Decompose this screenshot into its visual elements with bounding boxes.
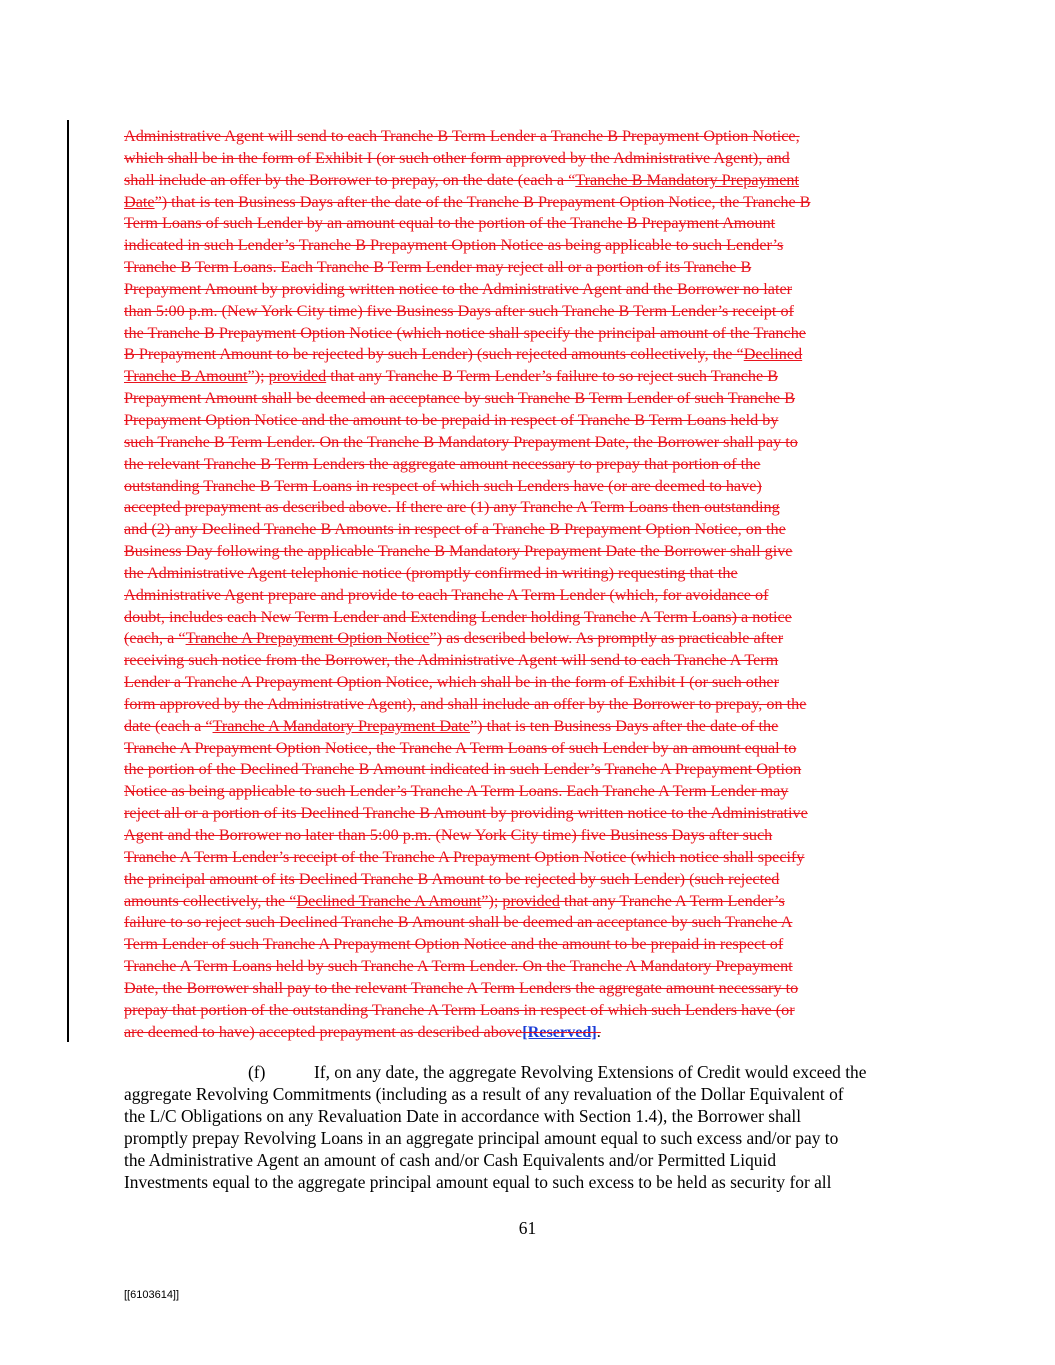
defined-term: Tranche B Mandatory Prepayment: [575, 170, 799, 189]
deleted-line: failure to so reject such Declined Tranche B Amount shall be deemed an acceptance by such Tranche A: [124, 913, 793, 932]
deleted-line: indicated in such Lender’s Tranche B Prepayment Option Notice as being applicable to such Lender’s: [124, 236, 784, 255]
defined-term: Date: [124, 192, 155, 211]
change-bar: [67, 120, 69, 1042]
deleted-line: Lender a Tranche A Prepayment Option Notice, which shall be in the form of Exhibit I (or such other: [124, 673, 779, 692]
deleted-line: doubt, includes each New Term Lender and Extending Lender holding Tranche A Term Loans) a notice: [124, 607, 792, 626]
deleted-line: Term Lender of such Tranche A Prepayment Option Notice and the amount to be prepaid in respect of: [124, 935, 784, 954]
deleted-line: Tranche A Term Lender’s receipt of the Tranche A Prepayment Option Notice (which notice shall specify: [124, 847, 805, 866]
defined-term: Tranche B Amount: [124, 367, 248, 386]
deleted-line: Date, the Borrower shall pay to the relevant Tranche A Term Lenders the aggregate amount necessary to: [124, 978, 799, 997]
deleted-line: Business Day following the applicable Tranche B Mandatory Prepayment Date the Borrower shall give: [124, 542, 793, 561]
proviso-term: provided: [502, 891, 560, 910]
deleted-line: Tranche B Amount”); provided that any Tranche B Term Lender’s failure to so reject such Tranche B: [124, 367, 779, 386]
defined-term: Tranche A Prepayment Option Notice: [185, 629, 430, 648]
proviso-term: provided: [268, 367, 327, 386]
deleted-line: form approved by the Administrative Agent), and shall include an offer by the Borrower to prepay, on the: [124, 694, 807, 713]
deleted-line: outstanding Tranche B Term Loans in respect of which such Lenders have (or are deemed to have): [124, 476, 762, 495]
deleted-line: which shall be in the form of Exhibit I (or such other form approved by the Administrative Agent), and: [124, 148, 790, 167]
paragraph-line: (f) If, on any date, the aggregate Revolving Extensions of Credit would exceed the: [248, 1062, 867, 1082]
deleted-line: the principal amount of its Declined Tranche B Amount to be rejected by such Lender) (such rejected: [124, 869, 780, 888]
deleted-line: Administrative Agent prepare and provide to each Tranche A Term Lender (which, for avoidance of: [124, 585, 769, 604]
deleted-line: Tranche A Term Loans held by such Tranche A Term Lender. On the Tranche A Mandatory Prepayment: [124, 957, 793, 976]
deleted-line: receiving such notice from the Borrower, the Administrative Agent will send to each Tranche A Term: [124, 651, 779, 670]
deleted-text-block: [124, 126, 944, 1043]
paragraph-f: [124, 1062, 944, 1193]
deleted-line: the relevant Tranche B Term Lenders the aggregate amount necessary to prepay that portion of the: [124, 454, 761, 473]
deleted-line: accepted prepayment as described above. If there are (1) any Tranche A Term Loans then outstanding: [124, 498, 780, 517]
deleted-line: the Tranche B Prepayment Option Notice (which notice shall specify the principal amount of the Tranche: [124, 323, 806, 342]
deleted-line: date (each a “Tranche A Mandatory Prepayment Date”) that is ten Business Days after the date of the: [124, 716, 779, 735]
deleted-line: Prepayment Amount by providing written notice to the Administrative Agent and the Borrower no later: [124, 279, 793, 298]
deleted-line: Tranche B Term Loans. Each Tranche B Term Lender may reject all or a portion of its Tranche B: [124, 258, 752, 277]
deleted-line: prepay that portion of the outstanding Tranche A Term Loans in respect of which such Lenders have (or: [124, 1000, 795, 1019]
paragraph-label: (f): [248, 1062, 266, 1082]
deleted-line: are deemed to have) accepted prepayment as described above[Reserved].: [124, 1022, 601, 1041]
deleted-line: Agent and the Borrower no later than 5:00 p.m. (New York City time) five Business Days after such: [124, 826, 773, 844]
document-id: [[6103614]]: [124, 1289, 180, 1301]
deleted-line: than 5:00 p.m. (New York City time) five Business Days after such Tranche B Term Lender’s receipt of: [124, 301, 794, 320]
paragraph-line: aggregate Revolving Commitments (including as a result of any revaluation of the Dollar Equivalent of: [124, 1083, 844, 1104]
paragraph-line: the L/C Obligations on any Revaluation Date in accordance with Section 1.4), the Borrower shall: [124, 1105, 802, 1126]
deleted-line: and (2) any Declined Tranche B Amounts in respect of a Tranche B Prepayment Option Notice, on the: [124, 520, 786, 539]
paragraph-line: the Administrative Agent an amount of cash and/or Cash Equivalents and/or Permitted Liquid: [124, 1149, 777, 1170]
deleted-line: the portion of the Declined Tranche B Amount indicated in such Lender’s Tranche A Prepayment Option: [124, 760, 802, 779]
deleted-line: (each, a “Tranche A Prepayment Option Notice”) as described below. As promptly as practicable after: [124, 629, 784, 648]
deleted-line: B Prepayment Amount to be rejected by such Lender) (such rejected amounts collectively, the “Declined: [124, 345, 803, 364]
deleted-line: Prepayment Amount shall be deemed an acceptance by such Tranche B Term Lender of such Tranche B: [124, 389, 796, 408]
paragraph-line: Investments equal to the aggregate principal amount equal to such excess to be held as security for all: [124, 1171, 832, 1192]
deleted-line: the Administrative Agent telephonic notice (promptly confirmed in writing) requesting that the: [124, 563, 738, 582]
deleted-line: such Tranche B Term Lender. On the Tranche B Mandatory Prepayment Date, the Borrower shall pay to: [124, 432, 798, 451]
deleted-line: amounts collectively, the “Declined Tranche A Amount”); provided that any Tranche A Term Lender’s: [124, 891, 785, 910]
inserted-reserved: [Reserved]: [522, 1022, 597, 1041]
defined-term: Declined Tranche A Amount: [296, 891, 482, 910]
defined-term: Tranche A Mandatory Prepayment Date: [212, 716, 470, 735]
defined-term: Declined: [743, 345, 803, 364]
deleted-line: Date”) that is ten Business Days after the date of the Tranche B Prepayment Option Notice, the Tranche B: [124, 192, 811, 211]
deleted-line: shall include an offer by the Borrower to prepay, on the date (each a “Tranche B Mandatory Prepayment: [124, 170, 799, 189]
deleted-line: Prepayment Option Notice and the amount to be prepaid in respect of Tranche B Term Loans held by: [124, 410, 779, 429]
deleted-line: Term Loans of such Lender by an amount equal to the portion of the Tranche B Prepayment Amount: [124, 214, 776, 233]
deleted-line: reject all or a portion of its Declined Tranche B Amount by providing written notice to the Administrative: [124, 804, 808, 823]
page-number: 61: [518, 1218, 537, 1238]
deleted-line: Notice as being applicable to such Lender’s Tranche A Term Loans. Each Tranche A Term Lender may: [124, 782, 789, 801]
deleted-line: Administrative Agent will send to each Tranche B Term Lender a Tranche B Prepayment Option Notice,: [124, 127, 800, 145]
paragraph-line: promptly prepay Revolving Loans in an aggregate principal amount equal to such excess and/or pay to: [124, 1127, 839, 1148]
deleted-line: Tranche A Prepayment Option Notice, the Tranche A Term Loans of such Lender by an amount equal to: [124, 738, 797, 757]
